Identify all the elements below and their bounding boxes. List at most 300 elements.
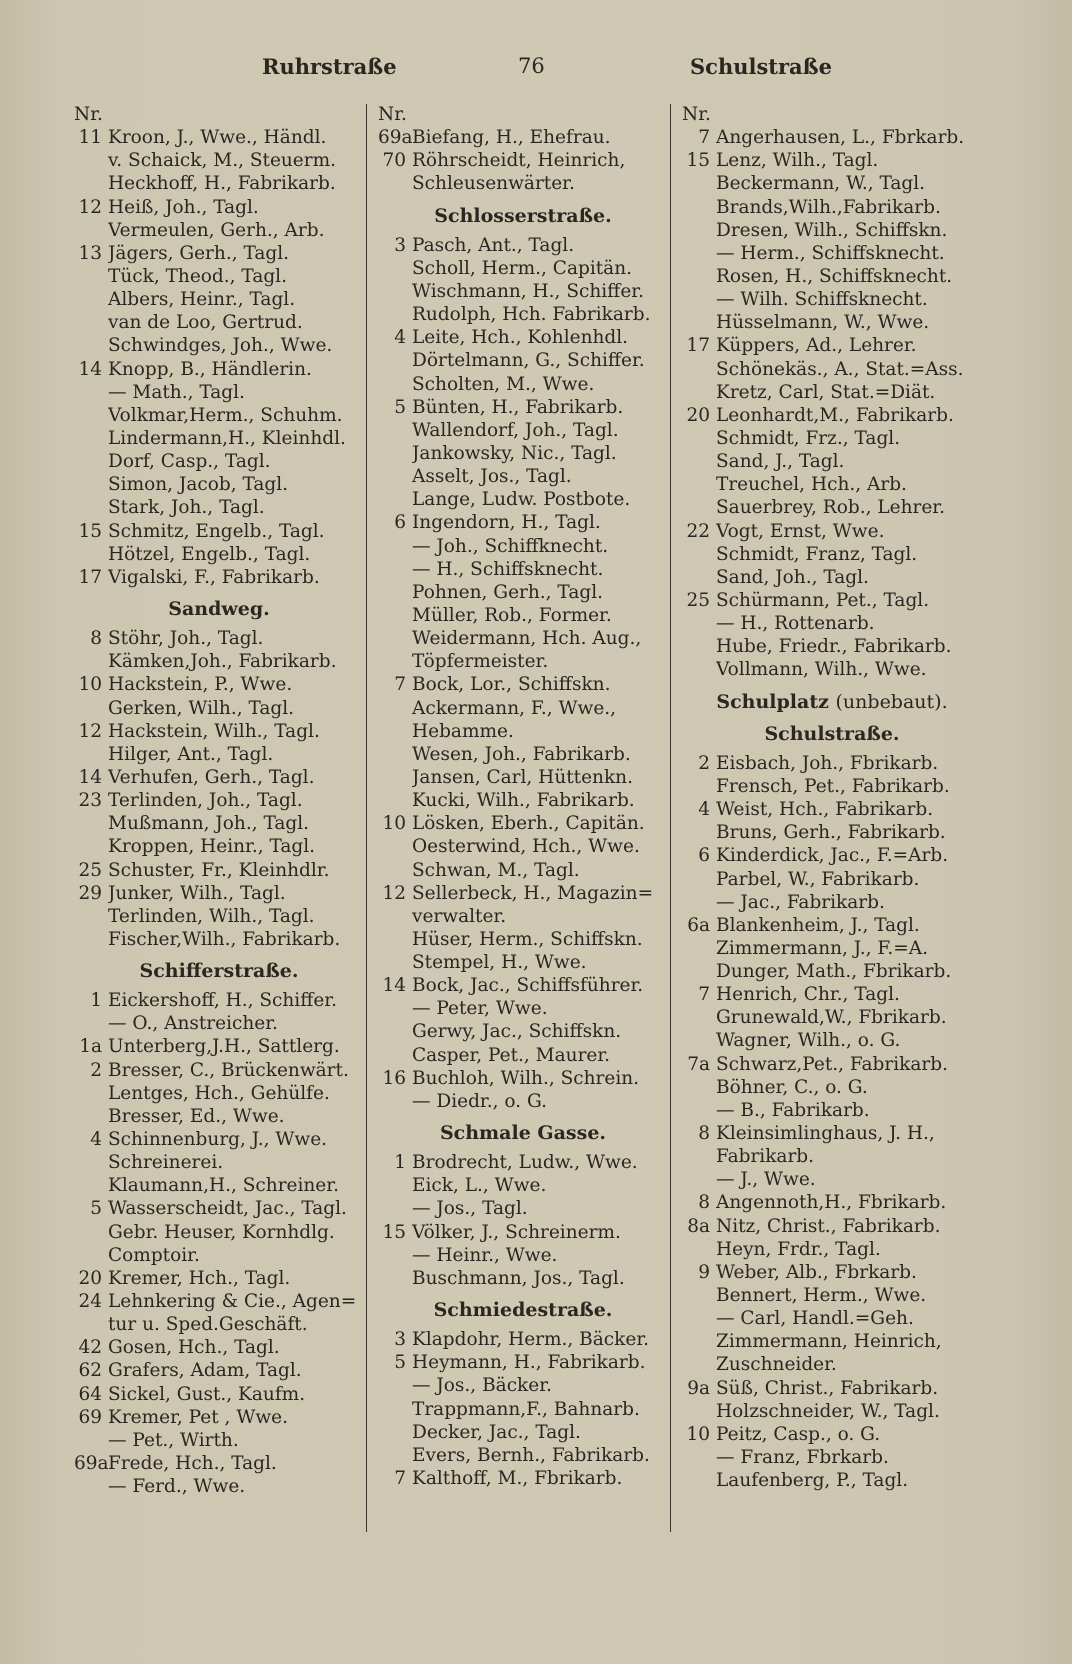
house-number: 11	[78, 127, 102, 149]
resident-name-occupation: Völker, J., Schreinerm.	[412, 1221, 621, 1243]
resident-entry	[74, 1128, 364, 1151]
resident-entry	[74, 1244, 364, 1267]
house-number	[682, 1238, 716, 1261]
resident-name-occupation: Evers, Bernh., Fabrikarb.	[412, 1444, 650, 1466]
resident-name-occupation: Hube, Friedr., Fabrikarb.	[716, 636, 952, 658]
resident-name-occupation: Fabrikarb.	[716, 1146, 815, 1168]
resident-name-occupation: Hilger, Ant., Tagl.	[108, 743, 274, 765]
resident-entry	[74, 1429, 364, 1452]
resident-entry	[74, 1012, 364, 1035]
street-heading	[378, 205, 668, 228]
resident-name-occupation: Bruns, Gerh., Fabrikarb.	[716, 822, 946, 844]
house-number	[378, 1374, 412, 1397]
resident-entry	[74, 196, 364, 219]
resident-name-occupation: Lösken, Eberh., Capitän.	[412, 813, 645, 835]
house-number: 8	[698, 1123, 710, 1145]
resident-entry	[74, 1406, 364, 1429]
resident-entry	[74, 450, 364, 473]
resident-entry	[378, 326, 668, 349]
house-number	[682, 450, 716, 473]
house-number	[378, 604, 412, 627]
resident-name-occupation: — Jos., Tagl.	[412, 1198, 528, 1220]
resident-name-occupation: Hüser, Herm., Schiffskn.	[412, 928, 643, 950]
house-number	[378, 951, 412, 974]
resident-entry	[682, 358, 982, 381]
house-number	[682, 612, 716, 635]
house-number: 4	[698, 799, 710, 821]
resident-entry	[378, 1328, 668, 1351]
resident-name-occupation: Treuchel, Hch., Arb.	[716, 474, 907, 496]
resident-entry	[682, 520, 982, 543]
resident-entry	[682, 543, 982, 566]
resident-entry	[378, 257, 668, 280]
page-number: 76	[518, 54, 545, 78]
house-number	[378, 257, 412, 280]
resident-name-occupation: Kretz, Carl, Stat.=Diät.	[716, 381, 936, 403]
house-number: 62	[78, 1360, 102, 1382]
house-number	[682, 381, 716, 404]
resident-entry	[682, 960, 982, 983]
resident-name-occupation: Lentges, Hch., Gehülfe.	[108, 1082, 330, 1104]
resident-entry	[682, 1006, 982, 1029]
resident-entry	[378, 697, 668, 720]
house-number: 2	[90, 1059, 102, 1081]
resident-entry	[74, 381, 364, 404]
resident-entry	[378, 650, 668, 673]
resident-name-occupation: Heyn, Frdr., Tagl.	[716, 1238, 881, 1260]
resident-entry	[682, 126, 982, 149]
resident-name-occupation: Gerken, Wilh., Tagl.	[108, 697, 295, 719]
resident-entry	[74, 1174, 364, 1197]
resident-name-occupation: Gebr. Heuser, Kornhdlg.	[108, 1221, 335, 1243]
house-number: 6a	[687, 914, 710, 936]
resident-entry	[378, 558, 668, 581]
house-number	[682, 288, 716, 311]
resident-entry	[74, 1197, 364, 1220]
resident-entry	[74, 1452, 364, 1475]
resident-entry	[682, 1307, 982, 1330]
house-number	[682, 196, 716, 219]
house-number	[682, 1284, 716, 1307]
resident-name-occupation: Wagner, Wilh., o. G.	[716, 1030, 901, 1052]
resident-entry	[682, 1029, 982, 1052]
house-number	[682, 1006, 716, 1029]
resident-entry	[74, 673, 364, 696]
resident-entry	[74, 473, 364, 496]
resident-entry	[74, 812, 364, 835]
resident-entry	[682, 612, 982, 635]
house-number	[682, 1469, 716, 1492]
house-number	[378, 627, 412, 650]
house-number	[378, 650, 412, 673]
resident-name-occupation: Weidermann, Hch. Aug.,	[412, 628, 642, 650]
resident-name-occupation: Vermeulen, Gerh., Arb.	[108, 219, 325, 241]
resident-entry	[682, 775, 982, 798]
house-number	[378, 465, 412, 488]
resident-name-occupation: Hötzel, Engelb., Tagl.	[108, 543, 311, 565]
house-number: 14	[78, 358, 102, 380]
resident-name-occupation: Schmitz, Engelb., Tagl.	[108, 520, 325, 542]
resident-entry	[682, 473, 982, 496]
resident-entry	[378, 604, 668, 627]
resident-entry	[378, 1197, 668, 1220]
resident-name-occupation: Fischer,Wilh., Fabrikarb.	[108, 928, 341, 950]
resident-entry	[74, 126, 364, 149]
house-number	[74, 1105, 108, 1128]
house-number	[74, 905, 108, 928]
resident-name-occupation: Simon, Jacob, Tagl.	[108, 474, 289, 496]
resident-entry	[74, 789, 364, 812]
resident-entry	[74, 1059, 364, 1082]
house-number	[74, 1313, 108, 1336]
resident-entry	[682, 496, 982, 519]
house-number	[378, 280, 412, 303]
resident-name-occupation: Frede, Hch., Tagl.	[108, 1453, 277, 1475]
resident-entry	[682, 1469, 982, 1492]
resident-name-occupation: — Herm., Schiffsknecht.	[716, 242, 945, 264]
resident-entry	[682, 1353, 982, 1376]
resident-entry	[74, 1151, 364, 1174]
resident-name-occupation: Gosen, Hch., Tagl.	[108, 1337, 280, 1359]
resident-entry	[74, 1359, 364, 1382]
resident-entry	[74, 905, 364, 928]
resident-name-occupation: Asselt, Jos., Tagl.	[412, 466, 572, 488]
number-column-header: Nr.	[74, 104, 103, 125]
house-number: 64	[78, 1383, 102, 1405]
resident-entry	[378, 905, 668, 928]
resident-name-occupation: — Joh., Schiffknecht.	[412, 535, 609, 557]
street-name: Schlosserstraße.	[434, 204, 612, 227]
resident-entry	[682, 1446, 982, 1469]
house-number	[378, 1398, 412, 1421]
house-number: 17	[686, 335, 710, 357]
house-number	[682, 1029, 716, 1052]
resident-entry	[682, 334, 982, 357]
resident-name-occupation: Sellerbeck, H., Magazin=	[412, 882, 654, 904]
resident-name-occupation: Dörtelmann, G., Schiffer.	[412, 350, 645, 372]
resident-name-occupation: Klaumann,H., Schreiner.	[108, 1175, 339, 1197]
resident-entry	[378, 303, 668, 326]
resident-entry	[378, 1267, 668, 1290]
resident-entry	[378, 349, 668, 372]
house-number: 15	[78, 520, 102, 542]
resident-entry	[682, 589, 982, 612]
resident-entry	[378, 1090, 668, 1113]
resident-entry	[74, 149, 364, 172]
resident-name-occupation: Bresser, C., Brückenwärt.	[108, 1059, 349, 1081]
resident-name-occupation: Zuschneider.	[716, 1354, 837, 1376]
resident-entry	[682, 1423, 982, 1446]
resident-name-occupation: Ackermann, F., Wwe.,	[412, 697, 617, 719]
resident-entry	[682, 1400, 982, 1423]
house-number	[378, 1174, 412, 1197]
resident-entry	[682, 983, 982, 1006]
resident-entry	[682, 450, 982, 473]
house-number: 25	[78, 859, 102, 881]
resident-name-occupation: Vigalski, F., Fabrikarb.	[108, 566, 320, 588]
house-number	[74, 1475, 108, 1498]
resident-entry	[74, 265, 364, 288]
resident-entry	[378, 1351, 668, 1374]
resident-entry	[378, 1421, 668, 1444]
house-number: 42	[78, 1337, 102, 1359]
resident-name-occupation: Mußmann, Joh., Tagl.	[108, 813, 310, 835]
house-number	[378, 720, 412, 743]
house-number	[682, 427, 716, 450]
resident-entry	[74, 1313, 364, 1336]
resident-name-occupation: — B., Fabrikarb.	[716, 1099, 870, 1121]
resident-entry	[682, 635, 982, 658]
resident-entry	[74, 650, 364, 673]
resident-name-occupation: Buchloh, Wilh., Schrein.	[412, 1067, 640, 1089]
house-number	[74, 496, 108, 519]
resident-entry	[378, 720, 668, 743]
house-number	[378, 303, 412, 326]
resident-entry	[682, 265, 982, 288]
resident-name-occupation: Grunewald,W., Fbrikarb.	[716, 1007, 947, 1029]
house-number: 25	[686, 589, 710, 611]
street-heading	[74, 960, 364, 983]
resident-name-occupation: Grafers, Adam, Tagl.	[108, 1360, 302, 1382]
resident-name-occupation: Stark, Joh., Tagl.	[108, 497, 265, 519]
resident-name-occupation: Terlinden, Wilh., Tagl.	[108, 905, 315, 927]
resident-entry	[74, 766, 364, 789]
resident-entry	[378, 1221, 668, 1244]
house-number	[74, 650, 108, 673]
resident-entry	[682, 219, 982, 242]
resident-entry	[682, 1145, 982, 1168]
resident-name-occupation: Kinderdick, Jac., F.=Arb.	[716, 845, 949, 867]
house-number	[378, 697, 412, 720]
street-heading	[682, 691, 982, 714]
resident-name-occupation: Kroppen, Heinr., Tagl.	[108, 836, 316, 858]
resident-name-occupation: Oesterwind, Hch., Wwe.	[412, 836, 640, 858]
house-number	[378, 1244, 412, 1267]
resident-name-occupation: Bennert, Herm., Wwe.	[716, 1285, 927, 1307]
house-number: 4	[394, 327, 406, 349]
house-number: 22	[686, 520, 710, 542]
resident-name-occupation: Beckermann, W., Tagl.	[716, 173, 926, 195]
resident-entry	[378, 465, 668, 488]
house-number: 7	[394, 674, 406, 696]
house-number	[682, 543, 716, 566]
resident-name-occupation: Dresen, Wilh., Schiffskn.	[716, 219, 948, 241]
house-number	[378, 835, 412, 858]
resident-entry	[682, 658, 982, 681]
house-number	[378, 1044, 412, 1067]
resident-entry	[378, 442, 668, 465]
resident-name-occupation: Sauerbrey, Rob., Lehrer.	[716, 497, 945, 519]
resident-name-occupation: Vogt, Ernst, Wwe.	[716, 520, 885, 542]
house-number	[682, 473, 716, 496]
house-number	[74, 1174, 108, 1197]
resident-entry	[378, 280, 668, 303]
street-heading	[682, 723, 982, 746]
house-number	[378, 743, 412, 766]
resident-entry	[74, 1475, 364, 1498]
resident-name-occupation: Schmidt, Franz, Tagl.	[716, 543, 918, 565]
resident-entry	[74, 1082, 364, 1105]
house-number	[74, 450, 108, 473]
house-number: 8	[90, 628, 102, 650]
resident-name-occupation: Laufenberg, P., Tagl.	[716, 1470, 909, 1492]
house-number	[378, 349, 412, 372]
resident-name-occupation: Albers, Heinr., Tagl.	[108, 289, 296, 311]
resident-name-occupation: — Math., Tagl.	[108, 381, 245, 403]
house-number	[74, 265, 108, 288]
house-number	[682, 658, 716, 681]
resident-name-occupation: Zimmermann, J., F.=A.	[716, 937, 929, 959]
house-number	[682, 960, 716, 983]
house-number: 14	[78, 766, 102, 788]
resident-name-occupation: Jägers, Gerh., Tagl.	[108, 242, 290, 264]
house-number	[682, 775, 716, 798]
resident-entry	[378, 812, 668, 835]
house-number	[682, 1168, 716, 1191]
resident-name-occupation: Kremer, Pet , Wwe.	[108, 1406, 288, 1428]
resident-name-occupation: Scholten, M., Wwe.	[412, 373, 595, 395]
resident-name-occupation: Lenz, Wilh., Tagl.	[716, 150, 879, 172]
house-number	[682, 496, 716, 519]
house-number: 2	[698, 752, 710, 774]
header-right-street: Schulstraße	[690, 54, 832, 79]
resident-entry	[378, 535, 668, 558]
resident-name-occupation: Rosen, H., Schiffsknecht.	[716, 265, 953, 287]
resident-name-occupation: Heymann, H., Fabrikarb.	[412, 1352, 646, 1374]
resident-entry	[682, 1284, 982, 1307]
resident-name-occupation: — Pet., Wirth.	[108, 1429, 239, 1451]
resident-name-occupation: tur u. Sped.Geschäft.	[108, 1314, 308, 1336]
resident-name-occupation: Schönekäs., A., Stat.=Ass.	[716, 358, 964, 380]
resident-entry	[682, 1238, 982, 1261]
house-number: 12	[78, 720, 102, 742]
resident-name-occupation: Terlinden, Joh., Tagl.	[108, 790, 303, 812]
house-number: 1a	[79, 1036, 102, 1058]
resident-entry	[682, 1261, 982, 1284]
resident-entry	[74, 1105, 364, 1128]
resident-entry	[378, 1398, 668, 1421]
resident-entry	[682, 1215, 982, 1238]
house-number	[74, 219, 108, 242]
resident-name-occupation: Kleinsimlinghaus, J. H.,	[716, 1123, 935, 1145]
house-number	[682, 868, 716, 891]
resident-entry	[74, 358, 364, 381]
resident-name-occupation: Bresser, Ed., Wwe.	[108, 1105, 285, 1127]
resident-entry	[74, 1221, 364, 1244]
resident-entry	[74, 989, 364, 1012]
resident-entry	[378, 1467, 668, 1490]
resident-entry	[682, 1099, 982, 1122]
resident-name-occupation: — Carl, Handl.=Geh.	[716, 1308, 914, 1330]
house-number	[74, 1082, 108, 1105]
resident-entry	[378, 766, 668, 789]
page-header	[0, 54, 1072, 88]
house-number: 8a	[687, 1215, 710, 1237]
house-number	[378, 581, 412, 604]
resident-name-occupation: — Heinr., Wwe.	[412, 1244, 558, 1266]
house-number: 8	[698, 1192, 710, 1214]
resident-entry	[378, 1374, 668, 1397]
resident-entry	[378, 1151, 668, 1174]
house-number	[74, 334, 108, 357]
resident-name-occupation: Bock, Lor., Schiffskn.	[412, 674, 611, 696]
resident-name-occupation: Töpfermeister.	[412, 651, 549, 673]
resident-name-occupation: Leonhardt,M., Fabrikarb.	[716, 404, 954, 426]
resident-name-occupation: Bünten, H., Fabrikarb.	[412, 396, 624, 418]
resident-entry	[378, 581, 668, 604]
street-name: Schmale Gasse.	[439, 1122, 607, 1145]
house-number	[378, 488, 412, 511]
house-number	[74, 404, 108, 427]
resident-entry	[378, 835, 668, 858]
resident-entry	[682, 149, 982, 172]
street-heading	[378, 1122, 668, 1145]
house-number	[74, 473, 108, 496]
resident-name-occupation: Sand, J., Tagl.	[716, 451, 845, 473]
resident-entry	[378, 974, 668, 997]
house-number	[682, 1330, 716, 1353]
resident-name-occupation: Blankenheim, J., Tagl.	[716, 914, 920, 936]
house-number: 4	[90, 1129, 102, 1151]
resident-name-occupation: — O., Anstreicher.	[108, 1013, 278, 1035]
resident-entry	[378, 1044, 668, 1067]
resident-entry	[378, 928, 668, 951]
house-number: 6	[698, 845, 710, 867]
resident-name-occupation: Süß, Christ., Fabrikarb.	[716, 1377, 939, 1399]
house-number: 5	[394, 1352, 406, 1374]
house-number: 24	[78, 1291, 102, 1313]
resident-name-occupation: Schreinerei.	[108, 1152, 224, 1174]
resident-name-occupation: Vollmann, Wilh., Wwe.	[716, 659, 927, 681]
house-number	[74, 381, 108, 404]
resident-entry	[378, 1174, 668, 1197]
resident-name-occupation: — H., Schiffsknecht.	[412, 558, 604, 580]
resident-entry	[682, 404, 982, 427]
house-number	[378, 1444, 412, 1467]
house-number: 3	[394, 1329, 406, 1351]
house-number: 1	[90, 990, 102, 1012]
house-number	[74, 149, 108, 172]
resident-name-occupation: Sand, Joh., Tagl.	[716, 566, 869, 588]
resident-entry	[378, 859, 668, 882]
house-number: 7a	[687, 1053, 710, 1075]
resident-name-occupation: Lange, Ludw. Postbote.	[412, 489, 631, 511]
resident-name-occupation: Klapdohr, Herm., Bäcker.	[412, 1329, 650, 1351]
resident-entry	[378, 997, 668, 1020]
resident-entry	[378, 673, 668, 696]
resident-entry	[682, 242, 982, 265]
house-number	[682, 1099, 716, 1122]
number-column-header: Nr.	[378, 104, 407, 125]
house-number	[682, 891, 716, 914]
house-number	[378, 442, 412, 465]
house-number: 12	[382, 882, 406, 904]
house-number	[378, 1267, 412, 1290]
house-number	[682, 937, 716, 960]
resident-entry	[682, 937, 982, 960]
resident-name-occupation: Ingendorn, H., Tagl.	[412, 512, 601, 534]
resident-name-occupation: Junker, Wilh., Tagl.	[108, 882, 286, 904]
resident-name-occupation: — H., Rottenarb.	[716, 613, 875, 635]
house-number	[682, 1145, 716, 1168]
resident-name-occupation: Kroon, J., Wwe., Händl.	[108, 127, 327, 149]
resident-name-occupation: — Peter, Wwe.	[412, 998, 548, 1020]
resident-entry	[74, 1290, 364, 1313]
number-column-header: Nr.	[682, 104, 711, 125]
resident-name-occupation: Schuster, Fr., Kleinhdlr.	[108, 859, 330, 881]
house-number	[378, 373, 412, 396]
house-number	[682, 1446, 716, 1469]
